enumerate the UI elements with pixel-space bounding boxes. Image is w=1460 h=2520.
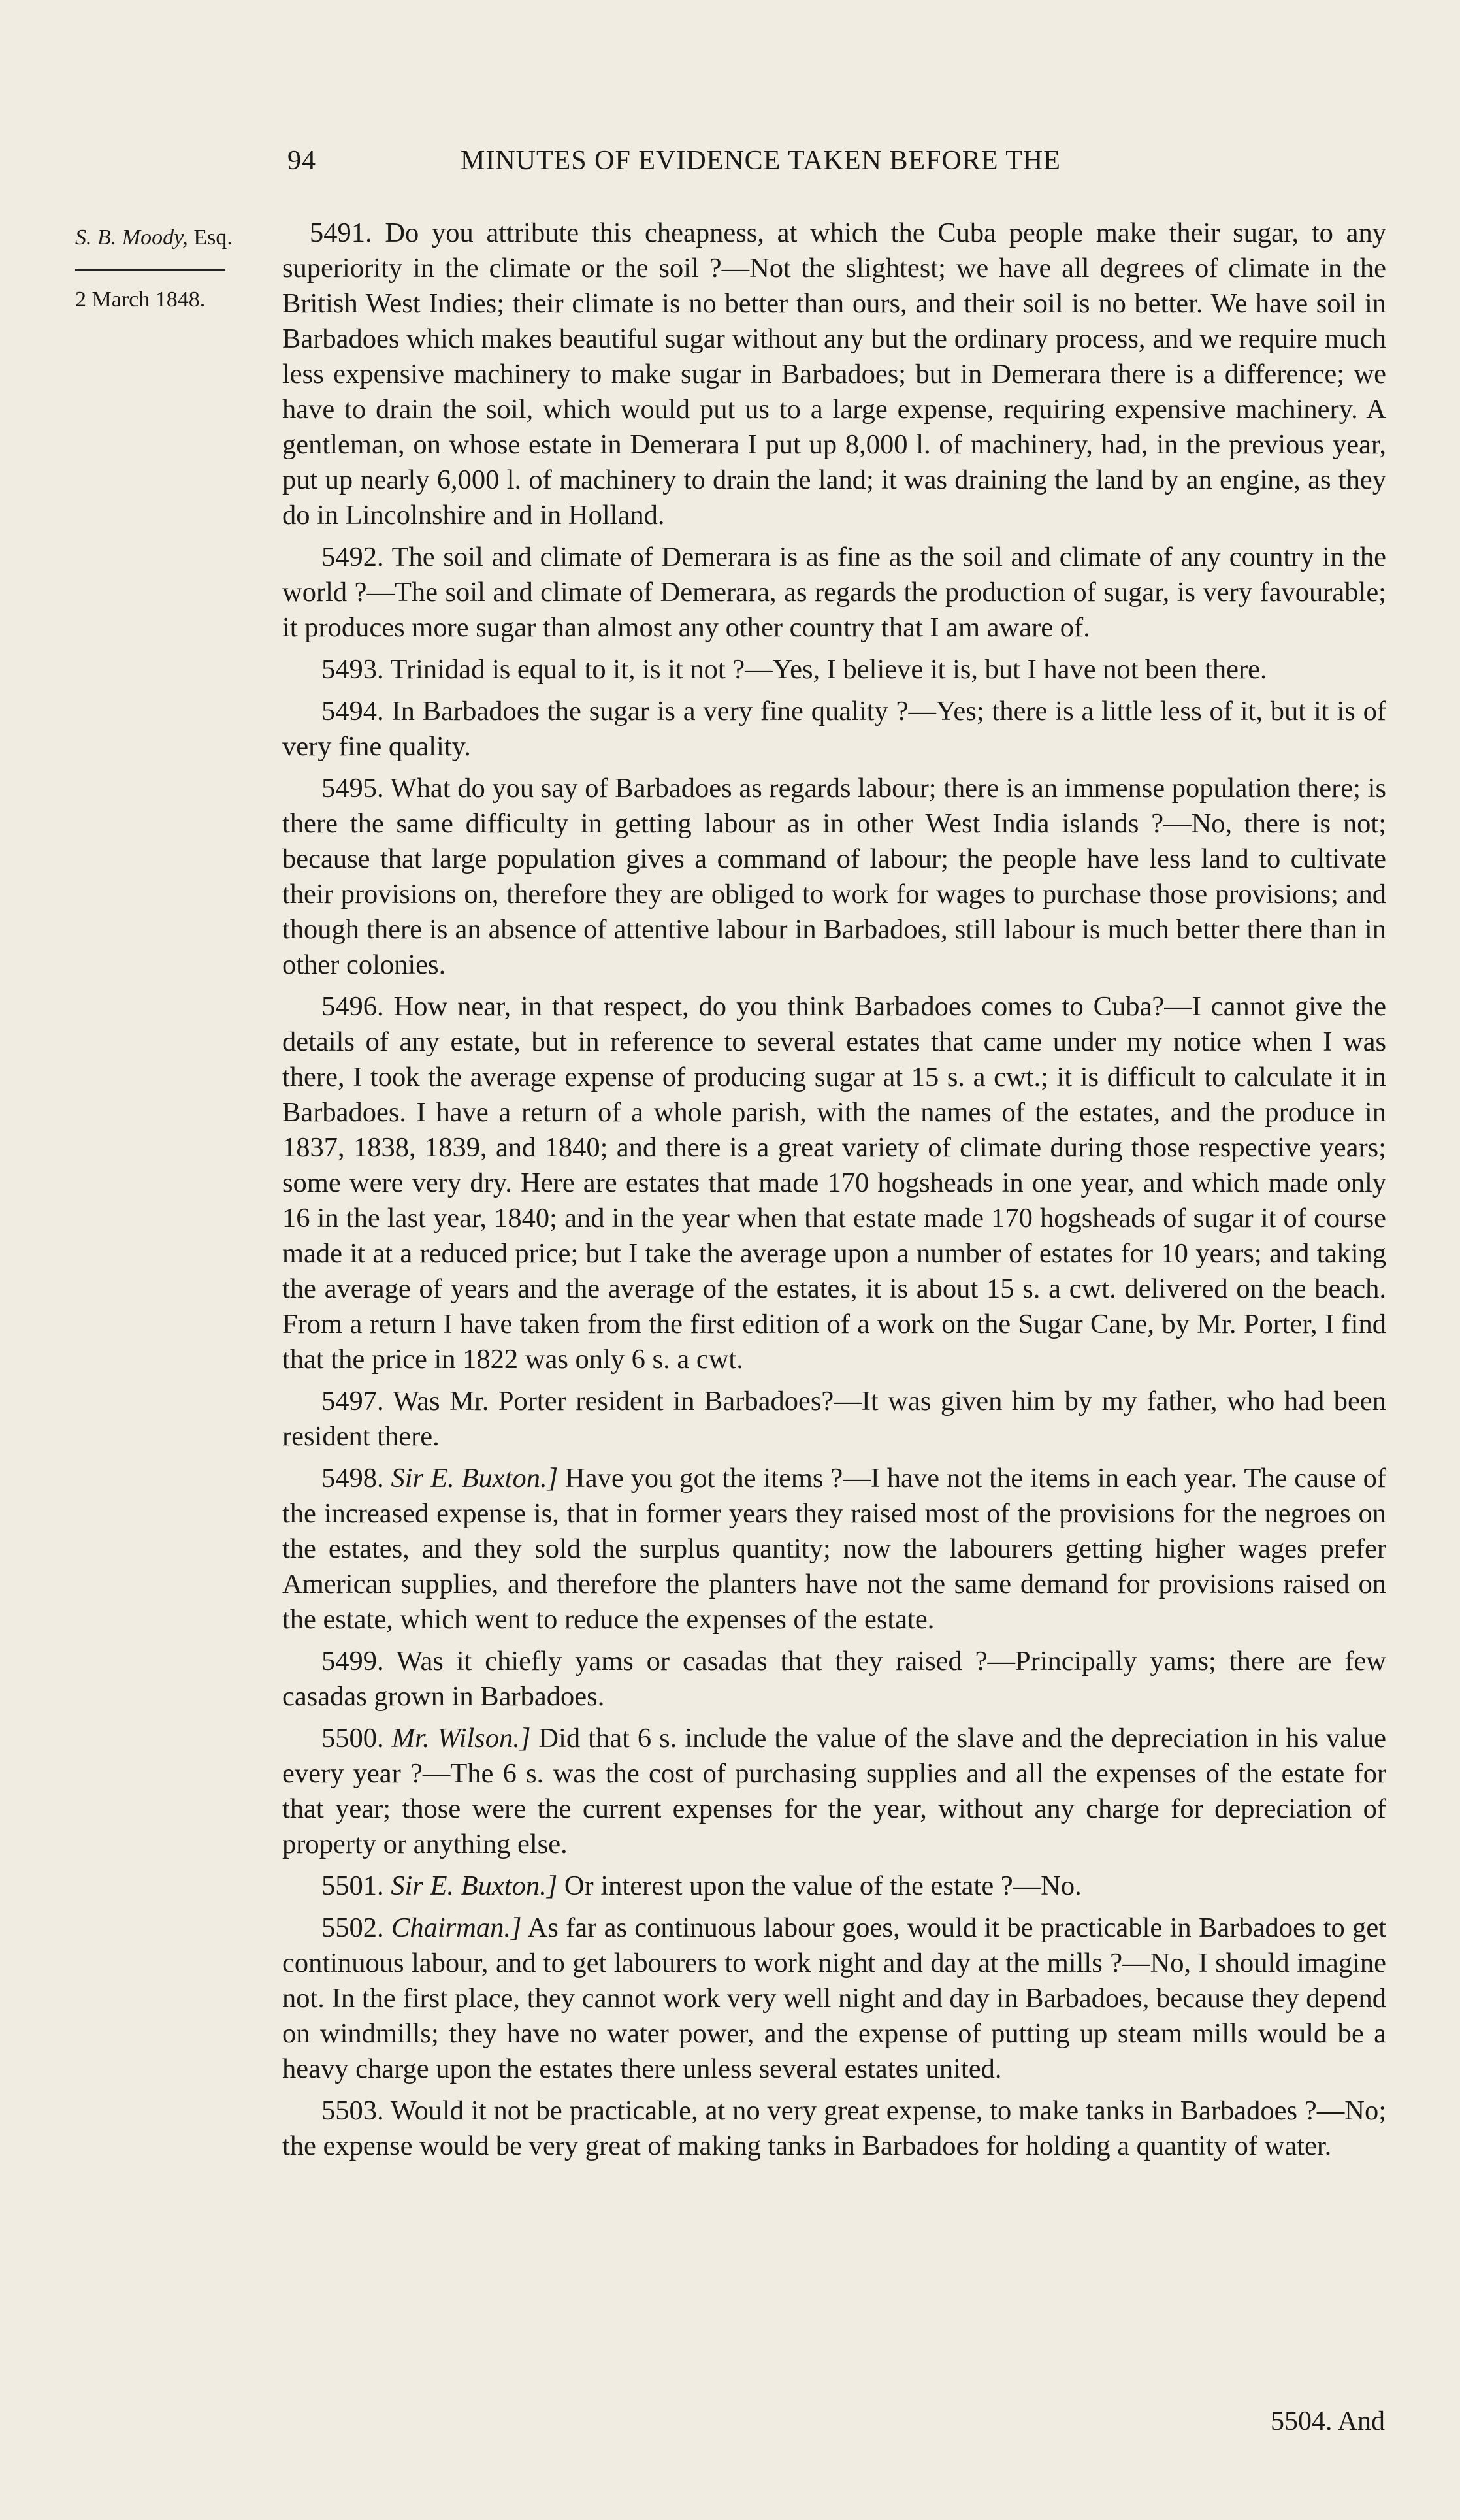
question-text: How near, in that respect, do you think Barbadoes comes to Cuba?—I cannot give the details of any estate, but in reference to several estates that came under my notice when I was there, I took the average expense of producing sugar at 15 s. a cwt.; it is difficult to calculate it in Barbadoes. I have a return of a whole parish, with the names of the estates, and the produce in 1837, 1838, 1839, and 1840; and there is a great variety of climate during those respective years; some were very dry. Here are estates that made 170 hogsheads in one year, and which made only 16 in the last year, 1840; and in the year when that estate made 170 hogsheads of sugar it of course made it at a reduced price; but I take the average upon a number of estates for 10 years; and taking the average of years and the average of the estates, it is about 15 s. a cwt. delivered on the beach. From a return I have taken from the first edition of a work on the Sugar Cane, by Mr. Porter, I find that the price in 1822 was only 6 s. a cwt. [282,991,1386,1375]
witness-name [75,221,284,255]
speaker: Sir E. Buxton.] [391,1871,558,1901]
witness-name-text: S. B. Moody, [75,225,188,250]
question-number: 5496. [321,991,384,1022]
margin-note [75,221,284,317]
question-number: 5493. [321,654,384,685]
question-text: Was it chiefly yams or casadas that they raised ?—Principally yams; there are few casadas grown in Barbadoes. [282,1646,1386,1712]
question-paragraph [282,1461,1386,1637]
question-paragraph [282,1384,1386,1454]
witness-suffix: Esq. [187,225,233,250]
evidence-date: 2 March 1848. [75,287,206,312]
speaker: Chairman.] [391,1912,522,1943]
question-number: 5503. [321,2095,384,2126]
question-paragraph [282,694,1386,764]
question-text: In Barbadoes the sugar is a very fine quality ?—Yes; there is a little less of it, but it is of very fine quality. [282,696,1386,762]
catchword [1271,2406,1385,2437]
question-number: 5501. [321,1871,384,1901]
question-text: Would it not be practicable, at no very great expense, to make tanks in Barbadoes ?—No; the expense would be very great of making tanks in Barbadoes for holding a quantity of water. [282,2095,1387,2161]
question-number: 5491. [310,218,372,248]
question-text: Was Mr. Porter resident in Barbadoes?—It was given him by my father, who had been resident there. [282,1386,1386,1452]
question-number: 5499. [321,1646,384,1677]
question-number: 5495. [321,773,384,804]
speaker: Sir E. Buxton.] [391,1463,559,1494]
divider [75,269,225,271]
question-number: 5502. [321,1912,384,1943]
catchword-number: 5504. [1270,2406,1333,2436]
question-paragraph [282,989,1386,1377]
catchword-text: And [1337,2406,1385,2436]
question-number: 5492. [321,542,384,572]
evidence-body [282,216,1386,2170]
question-number: 5497. [321,1386,384,1416]
question-text: Trinidad is equal to it, is it not ?—Yes, I believe it is, but I have not been there. [390,654,1267,685]
question-number: 5494. [321,696,384,727]
question-paragraph [282,1721,1386,1862]
question-text: Did that 6 s. include the value of the slave and the depreciation in his value every year ?—The 6 s. was the cost of purchasing supplies and all the expenses of the estate for that year; those were the current expenses for the year, without any charge for depreciation of property or anything else. [282,1723,1387,1859]
question-paragraph [282,216,1386,533]
question-text: Or interest upon the value of the estate ?—No. [564,1871,1082,1901]
page-number: 94 [287,146,316,176]
question-paragraph [282,1910,1386,2087]
question-text: What do you say of Barbadoes as regards labour; there is an immense population there; is there the same difficulty in getting labour as in other West India islands ?—No, there is not; because that large population gives a command of labour; the people have less land to cultivate their provisions on, therefore they are obliged to work for wages to purchase those provisions; and though there is an absence of attentive labour in Barbadoes, still labour is much better there than in other colonies. [282,773,1387,980]
question-number: 5498. [321,1463,384,1494]
question-paragraph [282,540,1386,646]
question-paragraph [282,2093,1386,2164]
question-text: The soil and climate of Demerara is as fine as the soil and climate of any country in the world ?—The soil and climate of Demerara, as regards the production of sugar, is very favourable; it produces more sugar than almost any other country that I am aware of. [282,542,1387,643]
question-paragraph [282,1869,1386,1904]
question-paragraph [282,1644,1386,1714]
page-title: MINUTES OF EVIDENCE TAKEN BEFORE THE [461,146,1061,176]
speaker: Mr. Wilson.] [391,1723,531,1754]
question-number: 5500. [321,1723,384,1754]
question-paragraph [282,771,1386,983]
question-text: Do you attribute this cheapness, at which the Cuba people make their sugar, to any superiority in the climate or the soil ?—Not the slightest; we have all degrees of climate in the British West Indies; their climate is no better than ours, and their soil is no better. We have soil in Barbadoes which makes beautiful sugar without any but the ordinary process, and we require much less expensive machinery to make sugar in Barbadoes; but in Demerara there is a difference; we have to drain the soil, which would put us to a large expense, requiring expensive machinery. A gentleman, on whose estate in Demerara I put up 8,000 l. of machinery, had, in the previous year, put up nearly 6,000 l. of machinery to drain the land; it was draining the land by an engine, as they do in Lincolnshire and in Holland. [282,218,1386,531]
question-text: Have you got the items ?—I have not the items in each year. The cause of the increased expense is, that in former years they raised most of the provisions for the negroes on the estates, and they sold the surplus quantity; now the labourers getting higher wages prefer American supplies, and therefore the planters have not the same demand for provisions raised on the estate, which went to reduce the expenses of the estate. [282,1463,1387,1635]
question-paragraph [282,652,1386,687]
question-text: As far as continuous labour goes, would it be practicable in Barbadoes to get continuous labour, and to get labourers to work night and day at the mills ?—No, I should imagine not. In the first place, they cannot work very well night and day in Barbadoes, because they depend on windmills; they have no water power, and the expense of putting up steam mills would be a heavy charge upon the estates there unless several estates united. [282,1912,1387,2084]
